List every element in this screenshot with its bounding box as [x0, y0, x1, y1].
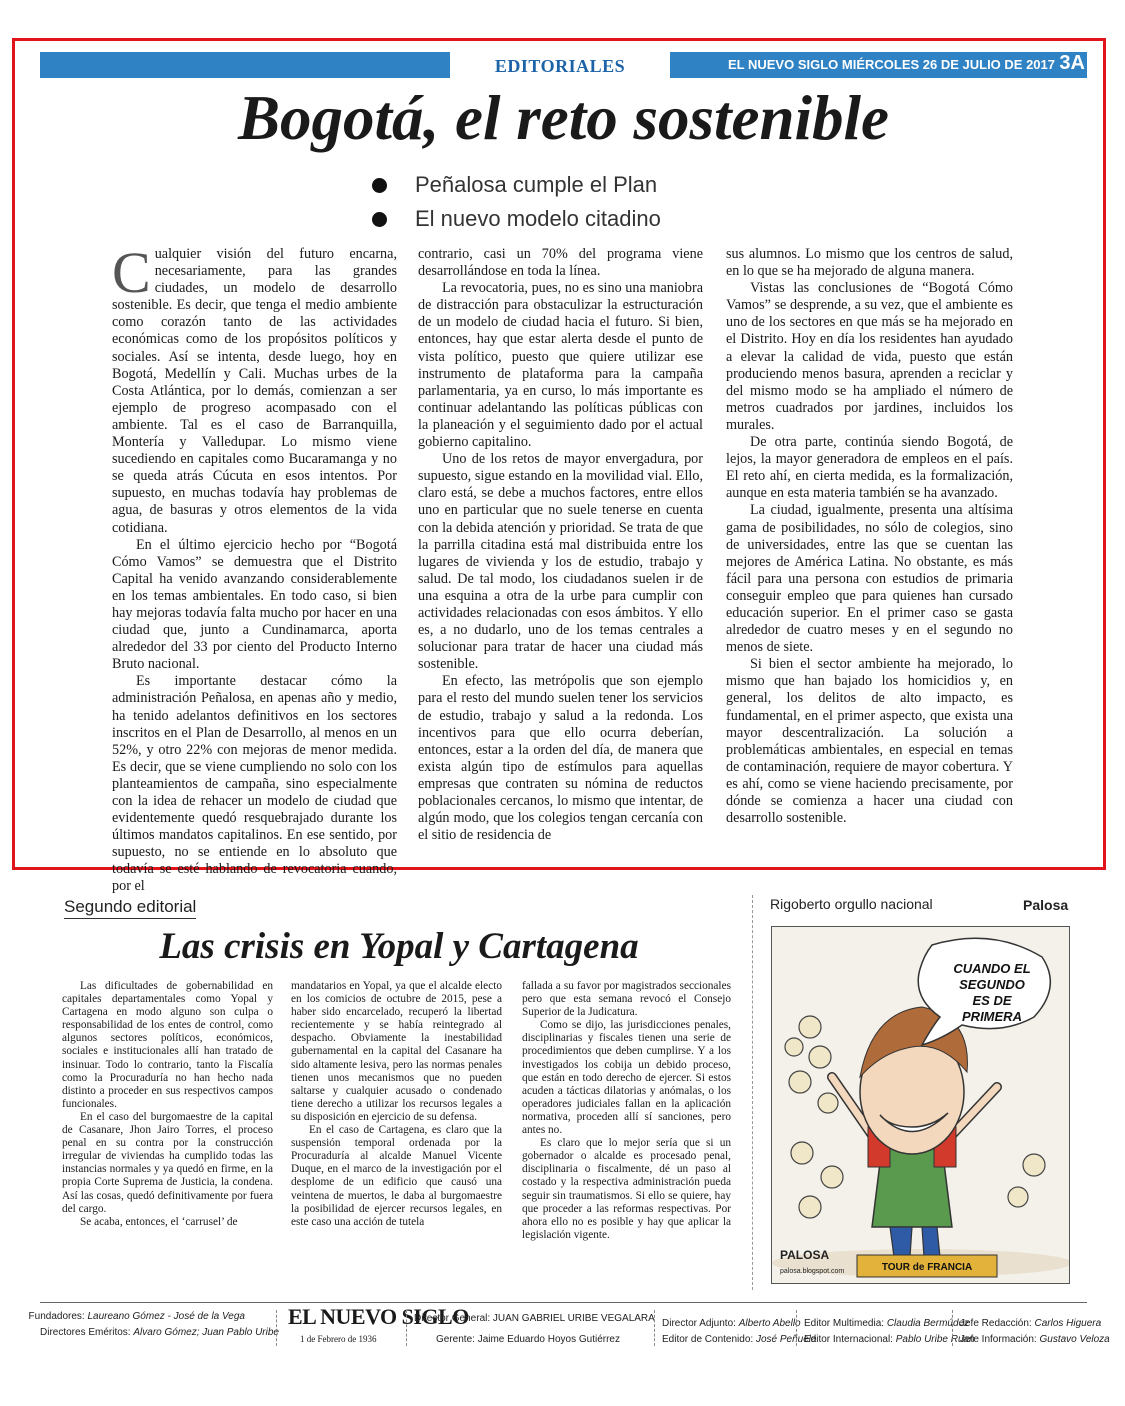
second-column-1 — [62, 980, 273, 1229]
page-number: 3A — [1059, 52, 1085, 74]
paragraph: fallada a su favor por magistrados seccionales pero que esta semana revocó el Consejo Superior de la Judicatura. — [522, 980, 731, 1019]
paragraph: Se acaba, entonces, el ‘carrusel’ de — [80, 1215, 238, 1228]
section-name-box — [450, 52, 670, 78]
footer-separator — [654, 1310, 655, 1346]
paragraph: La revocatoria, pues, no es sino una maniobra de distracción para obstaculizar la estructuración de un modelo de ciudad hacia el futuro. Si bien, entonces, hay que estar alerta desde el punto de vista político, puesto que quiere utilizar ese instrumento de plataforma para la campaña parlamentaria, ya en curso, lo más importante es continuar adelantando las políticas públicas con la planeación y el seguimiento dado por el actual gobierno capitalino. — [418, 280, 703, 451]
cartoon-title: Rigoberto orgullo nacional — [770, 896, 933, 912]
main-column-3 — [726, 246, 1013, 827]
cartoon-author: Palosa — [1023, 897, 1069, 913]
main-column-1 — [112, 240, 397, 896]
kicker-item — [372, 202, 661, 236]
paragraph: contrario, casi un 70% del programa viene desarrollándose en toda la línea. — [418, 246, 703, 280]
cartoon-drawing — [772, 927, 1069, 1283]
header-date: EL NUEVO SIGLO MIÉRCOLES 26 DE JULIO DE 2017 — [727, 57, 1055, 72]
main-headline: Bogotá, el reto sostenible — [238, 83, 889, 153]
paragraph: Vistas las conclusiones de “Bogotá Cómo Vamos” se desprende, a su vez, que el ambiente es uno de los sectores en que más se ha mejorado en el Distrito. Hoy en día los residentes han ayudado a elevar la calidad de vida, puesto que están produciendo menos basura, aprenden a reciclar y del mismo modo se ha ampliado el número de metros cuadrados por jardines, incluidos los murales. — [726, 280, 1013, 433]
paragraph: Como se dijo, las jurisdicciones penales, disciplinarias y fiscales tienen una serie de procedimientos que deben cumplirse. Y a los investigados los cobija un debido proceso, que están en todo derecho de ejercer. Si estos acuden a tácticas dilatorias y anómalas, o los operadores judiciales fallan en la aplicación normativa, proceden allí sí sanciones, pero antes no. — [522, 1019, 731, 1137]
editor-internacional: Editor Internacional: Pablo Uribe Ruan — [804, 1334, 975, 1345]
speech-line: CUANDO EL — [953, 961, 1031, 976]
second-headline: Las crisis en Yopal y Cartagena — [159, 926, 639, 967]
kicker-list — [372, 168, 661, 236]
emeritus-line: Directores Eméritos: Alvaro Gómez; Juan Pablo Uribe — [40, 1327, 279, 1338]
paragraph: Si bien el sector ambiente ha mejorado, lo mismo que han bajado los homicidios y, en general, los delitos de alto impacto, es fundamental, en el primer aspecto, que exista una mayor descentralización. La solución a problemáticas ambientales, en especial en temas de contaminación, requiere de mayor cobertura. Y es ahí, como se viene haciendo precisamente, por dónde se comienza a hacer una ciudad con desarrollo sostenible. — [726, 656, 1013, 827]
paragraph: mandatarios en Yopal, ya que el alcalde electo en los comicios de octubre de 2015, pese a haber sido encarcelado, recuperó la libertad recientemente y se había reintegrado al despacho. Obviamente la inestabilidad gubernamental en la capital del Casanare ha sido altamente lesiva, pero las normas penales tienen unos mecanismos que no pueden saltarse y cualquier acusado o condenado tiene derecho a utilizar los recursos legales a su disposición en ejercicio de su defensa. — [291, 980, 502, 1123]
paragraph: sus alumnos. Lo mismo que los centros de salud, en lo que se ha mejorado de alguna manera. — [726, 246, 1013, 280]
paragraph: La ciudad, igualmente, presenta una altísima gama de posibilidades, no sólo de colegios, sino de universidades, entre las que se cuentan las mejores de América Latina. No obstante, es más fácil para una persona con estudios de primaria conseguir empleo que para quienes han cursado educación superior. En el primer caso se gasta alrededor de cuatro meses y en el segundo no menos de siete. — [726, 502, 1013, 656]
paragraph: En el caso del burgomaestre de la capital de Casanare, Jhon Jairo Torres, el proceso penal en su contra por la construcción irregular de viviendas ha cumplido todas las instancias normales y ya quedó en firme, en la propia Corte Suprema de Justicia, la condena. Así las cosas, quedó definitivamente por fuera del cargo. — [62, 1110, 273, 1215]
podium-label: TOUR de FRANCIA — [881, 1262, 973, 1273]
drop-cap: C — [112, 240, 151, 305]
paragraph: Las dificultades de gobernabilidad en capitales departamentales como Yopal y Cartagena en modo alguno son culpa o responsabilidad de los entes de control, como algunos sectores políticos, económicos, sociales e institucionales allí han tratado de insinuar. Todo lo contrario, tanto la Fiscalía como la Procuraduría no han hecho nada distinto a proceder en sus respectivos campos funcionales. — [62, 980, 273, 1110]
cartoon-site: palosa.blogspot.com — [780, 1268, 845, 1275]
section-name: EDITORIALES — [494, 56, 626, 76]
kicker-item — [372, 168, 661, 202]
jefe-redaccion: Jefe Redacción: Carlos Higuera — [960, 1318, 1102, 1329]
paragraph: En el último ejercicio hecho por “Bogotá Cómo Vamos” se demuestra que el Distrito Capital ha venido avanzando considerablemente en los temas ambientales. En todo caso, si bien hay mejoras todavía falta mucho por hacer en una ciudad que, junto a Cundinamarca, aporta alrededor del 33 por ciento del Producto Interno Bruto nacional. — [112, 536, 397, 673]
kicker-text: Peñalosa cumple el Plan — [415, 172, 658, 197]
footer-divider — [40, 1302, 1087, 1303]
bullet-icon — [372, 178, 387, 193]
paragraph: Es claro que lo mejor sería que si un gobernador o alcalde es procesado penal, disciplinaria o fiscalmente, dé un paso al costado y la respectiva administración pueda seguir sin traumatismos. Si ello se quiere, hay que proceder a las reformas respectivas. Por ahora ello no es posible y hay que aplicar la legislación vigente. — [522, 1137, 731, 1241]
jefe-informacion: Jefe Información: Gustavo Veloza — [960, 1334, 1110, 1345]
second-editorial-label: Segundo editorial — [64, 897, 196, 919]
director-general: Director General: JUAN GABRIEL URIBE VEGALARA — [414, 1313, 655, 1324]
paragraph: Es importante destacar cómo la administración Peñalosa, en apenas año y medio, ha tenido adelantos definitivos en los sectores inscritos en el Plan de Desarrollo, al menos en un 52%, y otro 22% con mejoras de menor medida. Es decir, que se viene cumpliendo no solo con los planteamientos de campaña, sino especialmente con la idea de rehacer un modelo de ciudad que evidentemente quedó resquebrajado durante los últimos mandatos capitalinos. En ese sentido, por supuesto, no se entiende en lo absoluto que todavía se esté hablando de revocatoria cuando, por el — [112, 673, 397, 895]
second-column-2 — [291, 980, 502, 1229]
director-adjunto: Director Adjunto: Alberto Abello — [662, 1318, 801, 1329]
speech-line: SEGUNDO — [959, 977, 1025, 992]
founders-line: Fundadores: Laureano Gómez - José de la Vega — [28, 1311, 245, 1322]
speech-line: ES DE — [972, 993, 1012, 1008]
speech-line: PRIMERA — [962, 1009, 1022, 1024]
footer-separator — [952, 1310, 953, 1346]
footer-separator — [796, 1310, 797, 1346]
footer-separator — [276, 1310, 277, 1346]
bullet-icon — [372, 212, 387, 227]
paragraph: En el caso de Cartagena, es claro que la suspensión temporal ordenada por la Procuraduría al alcalde Manuel Vicente Duque, en el marco de la investigación por el desplome de un edificio que causó una veintena de muertos, le daba al burgomaestre la posibilidad de ejercer recursos legales, en este caso una acción de tutela — [291, 1124, 502, 1228]
editor-multimedia: Editor Multimedia: Claudia Bermúdez — [804, 1318, 970, 1329]
cartoon-image — [771, 926, 1070, 1284]
logo-date: 1 de Febrero de 1936 — [300, 1334, 377, 1344]
paragraph: Uno de los retos de mayor envergadura, por supuesto, sigue estando en la movilidad vial. Ello, claro está, se debe a muchos factores, entre ellos uno en particular que no suele tenerse en cuenta con la debida atención y prioridad. Se trata de que la parrilla citadina está mal distribuida entre los lugares de vivienda y los de estudio, trabajo y salud. De tal modo, los ciudadanos suelen ir de una esquina a otra de la urbe para cumplir con actividades relacionadas con esos ámbitos. Y ello es, a no dudarlo, uno de los temas centrales a solucionar para tratar de hacer una ciudad más sostenible. — [418, 451, 703, 673]
column-divider — [752, 895, 753, 1290]
kicker-text: El nuevo modelo citadino — [415, 206, 661, 231]
main-column-2 — [418, 246, 703, 844]
footer-separator — [406, 1310, 407, 1346]
paragraph: De otra parte, continúa siendo Bogotá, de lejos, la mayor generadora de empleos en el país. El reto ahí, en cierta medida, es la formalización, aunque en esta materia también se ha avanzado. — [726, 434, 1013, 502]
editor-contenido: Editor de Contenido: José Peñuela — [662, 1334, 817, 1345]
paragraph: Cualquier visión del futuro encarna, necesariamente, para las grandes ciudades, un modelo de desarrollo sostenible. Es decir, que tenga el medio ambiente como corazón tanto de las actividades económicas como de los propósitos políticos y sociales. Así se intenta, desde luego, hoy en Bogotá, Medellín y Cali. Muchas urbes de la Costa Atlántica, por lo demás, comienzan a ser ejemplo de progreso acompasado con el ambiente. Tal es el caso de Barranquilla, Montería y Valledupar. Lo mismo viene sucediendo en capitales como Bucaramanga y no se queda atrás Cúcuta en esos intentos. Por supuesto, en muchas todavía hay problemas de agua, de basuras y otros elementos de la vida cotidiana. — [112, 240, 397, 536]
paragraph: En efecto, las metrópolis que son ejemplo para el resto del mundo suelen tener los servicios de estudio, trabajo y salud a la redonda. Los incentivos para que ello ocurra deberían, entonces, estar a la orden del día, de manera que exista algún tipo de estímulos para aquellas empresas que contraten su nómina de reductos poblacionales cercanos, lo mismo que intentar, de algún modo, que los colegios tengan cercanía con el sitio de residencia de — [418, 673, 703, 844]
newspaper-logo: EL NUEVO SIGLO — [288, 1304, 469, 1329]
second-column-3 — [522, 980, 731, 1242]
cartoon-signature: PALOSA — [780, 1248, 830, 1262]
gerente: Gerente: Jaime Eduardo Hoyos Gutiérrez — [436, 1334, 620, 1345]
